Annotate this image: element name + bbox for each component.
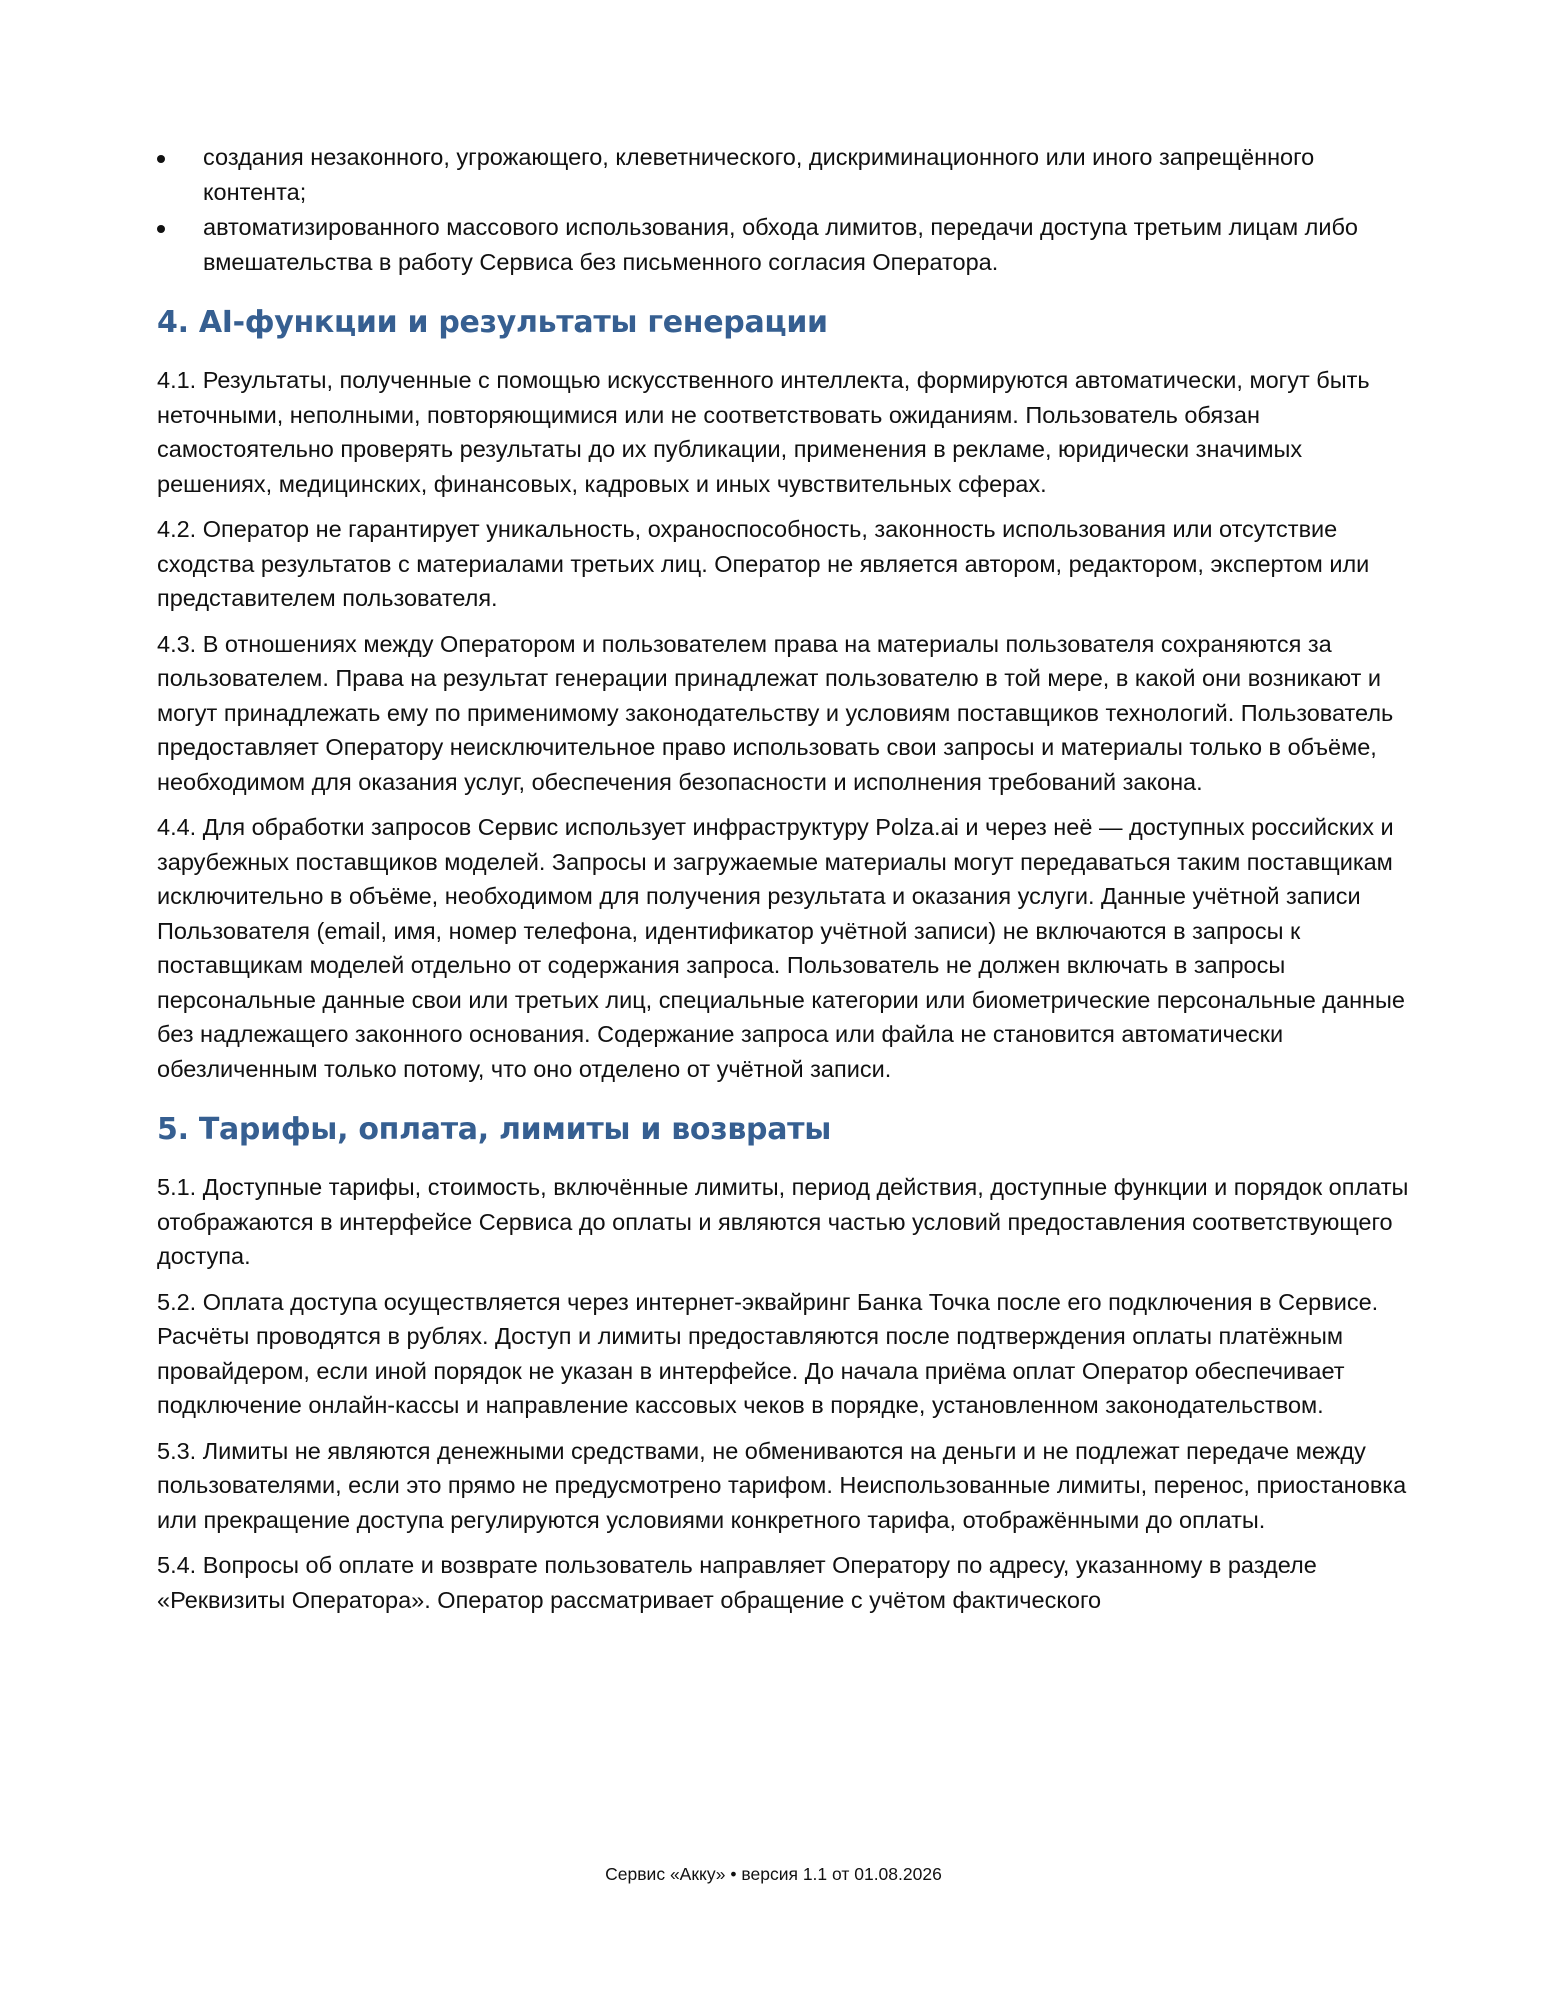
- page-footer: Сервис «Акку» • версия 1.1 от 01.08.2026: [605, 1864, 942, 1884]
- section-5-heading: 5. Тарифы, оплата, лимиты и возвраты: [157, 1112, 832, 1147]
- paragraph-5-4: 5.4. Вопросы об оплате и возврате пользователь направляет Оператору по адресу, указанному в разделе «Реквизиты Оператора». Оператор рассматривает обращение с учётом фактического: [157, 1552, 1317, 1613]
- list-item-text: создания незаконного, угрожающего, клеветнического, дискриминационного или иного запрещённого контента;: [203, 144, 1315, 205]
- paragraph-4-3: 4.3. В отношениях между Оператором и пользователем права на материалы пользователя сохраняются за пользователем. Права на результат генерации принадлежат пользователю в той мере, в какой они возникают и могут принадлежать ему по применимому законодательству и условиям поставщиков технологий. Пользователь предоставляет Оператору неисключительное право использовать свои запросы и материалы только в объёме, необходимом для оказания услуг, обеспечения безопасности и исполнения требований закона.: [157, 630, 1394, 795]
- bullet-icon: [157, 225, 165, 233]
- paragraph-4-4: 4.4. Для обработки запросов Сервис использует инфраструктуру Polza.ai и через неё — доступных российских и зарубежных поставщиков моделей. Запросы и загружаемые материалы могут передаваться таким поставщикам исключительно в объёме, необходимом для получения результата и оказания услуги. Данные учётной записи Пользователя (email, имя, номер телефона, идентификатор учётной записи) не включаются в запросы к поставщикам моделей отдельно от содержания запроса. Пользователь не должен включать в запросы персональные данные свои или третьих лиц, специальные категории или биометрические персональные данные без надлежащего законного основания. Содержание запроса или файла не становится автоматически обезличенным только потому, что оно отделено от учётной записи.: [157, 814, 1405, 1082]
- bullet-icon: [157, 155, 165, 163]
- prohibited-uses-list: [157, 140, 1417, 279]
- paragraph-5-2: 5.2. Оплата доступа осуществляется через интернет-эквайринг Банка Точка после его подключения в Сервисе. Расчёты проводятся в рублях. Доступ и лимиты предоставляются после подтверждения оплаты платёжным провайдером, если иной порядок не указан в интерфейсе. До начала приёма оплат Оператор обеспечивает подключение онлайн-кассы и направление кассовых чеков в порядке, установленном законодательством.: [157, 1288, 1379, 1418]
- section-4-heading: 4. AI-функции и результаты генерации: [157, 305, 828, 340]
- list-item: [157, 210, 1417, 279]
- list-item-text: автоматизированного массового использования, обхода лимитов, передачи доступа третьим лицам либо вмешательства в работу Сервиса без письменного согласия Оператора.: [203, 214, 1358, 275]
- paragraph-5-3: 5.3. Лимиты не являются денежными средствами, не обмениваются на деньги и не подлежат передаче между пользователями, если это прямо не предусмотрено тарифом. Неиспользованные лимиты, перенос, приостановка или прекращение доступа регулируются условиями конкретного тарифа, отображёнными до оплаты.: [157, 1437, 1407, 1533]
- document-page: [157, 140, 1417, 1628]
- paragraph-4-2: 4.2. Оператор не гарантирует уникальность, охраноспособность, законность использования или отсутствие сходства результатов с материалами третьих лиц. Оператор не является автором, редактором, экспертом или представителем пользователя.: [157, 516, 1370, 611]
- list-item: [157, 140, 1417, 209]
- paragraph-4-1: 4.1. Результаты, полученные с помощью искусственного интеллекта, формируются автоматически, могут быть неточными, неполными, повторяющимися или не соответствовать ожиданиям. Пользователь обязан самостоятельно проверять результаты до их публикации, применения в рекламе, юридически значимых решениях, медицинских, финансовых, кадровых и иных чувствительных сферах.: [157, 367, 1370, 497]
- paragraph-5-1: 5.1. Доступные тарифы, стоимость, включённые лимиты, период действия, доступные функции и порядок оплаты отображаются в интерфейсе Сервиса до оплаты и являются частью условий предоставления соответствующего доступа.: [157, 1174, 1409, 1269]
